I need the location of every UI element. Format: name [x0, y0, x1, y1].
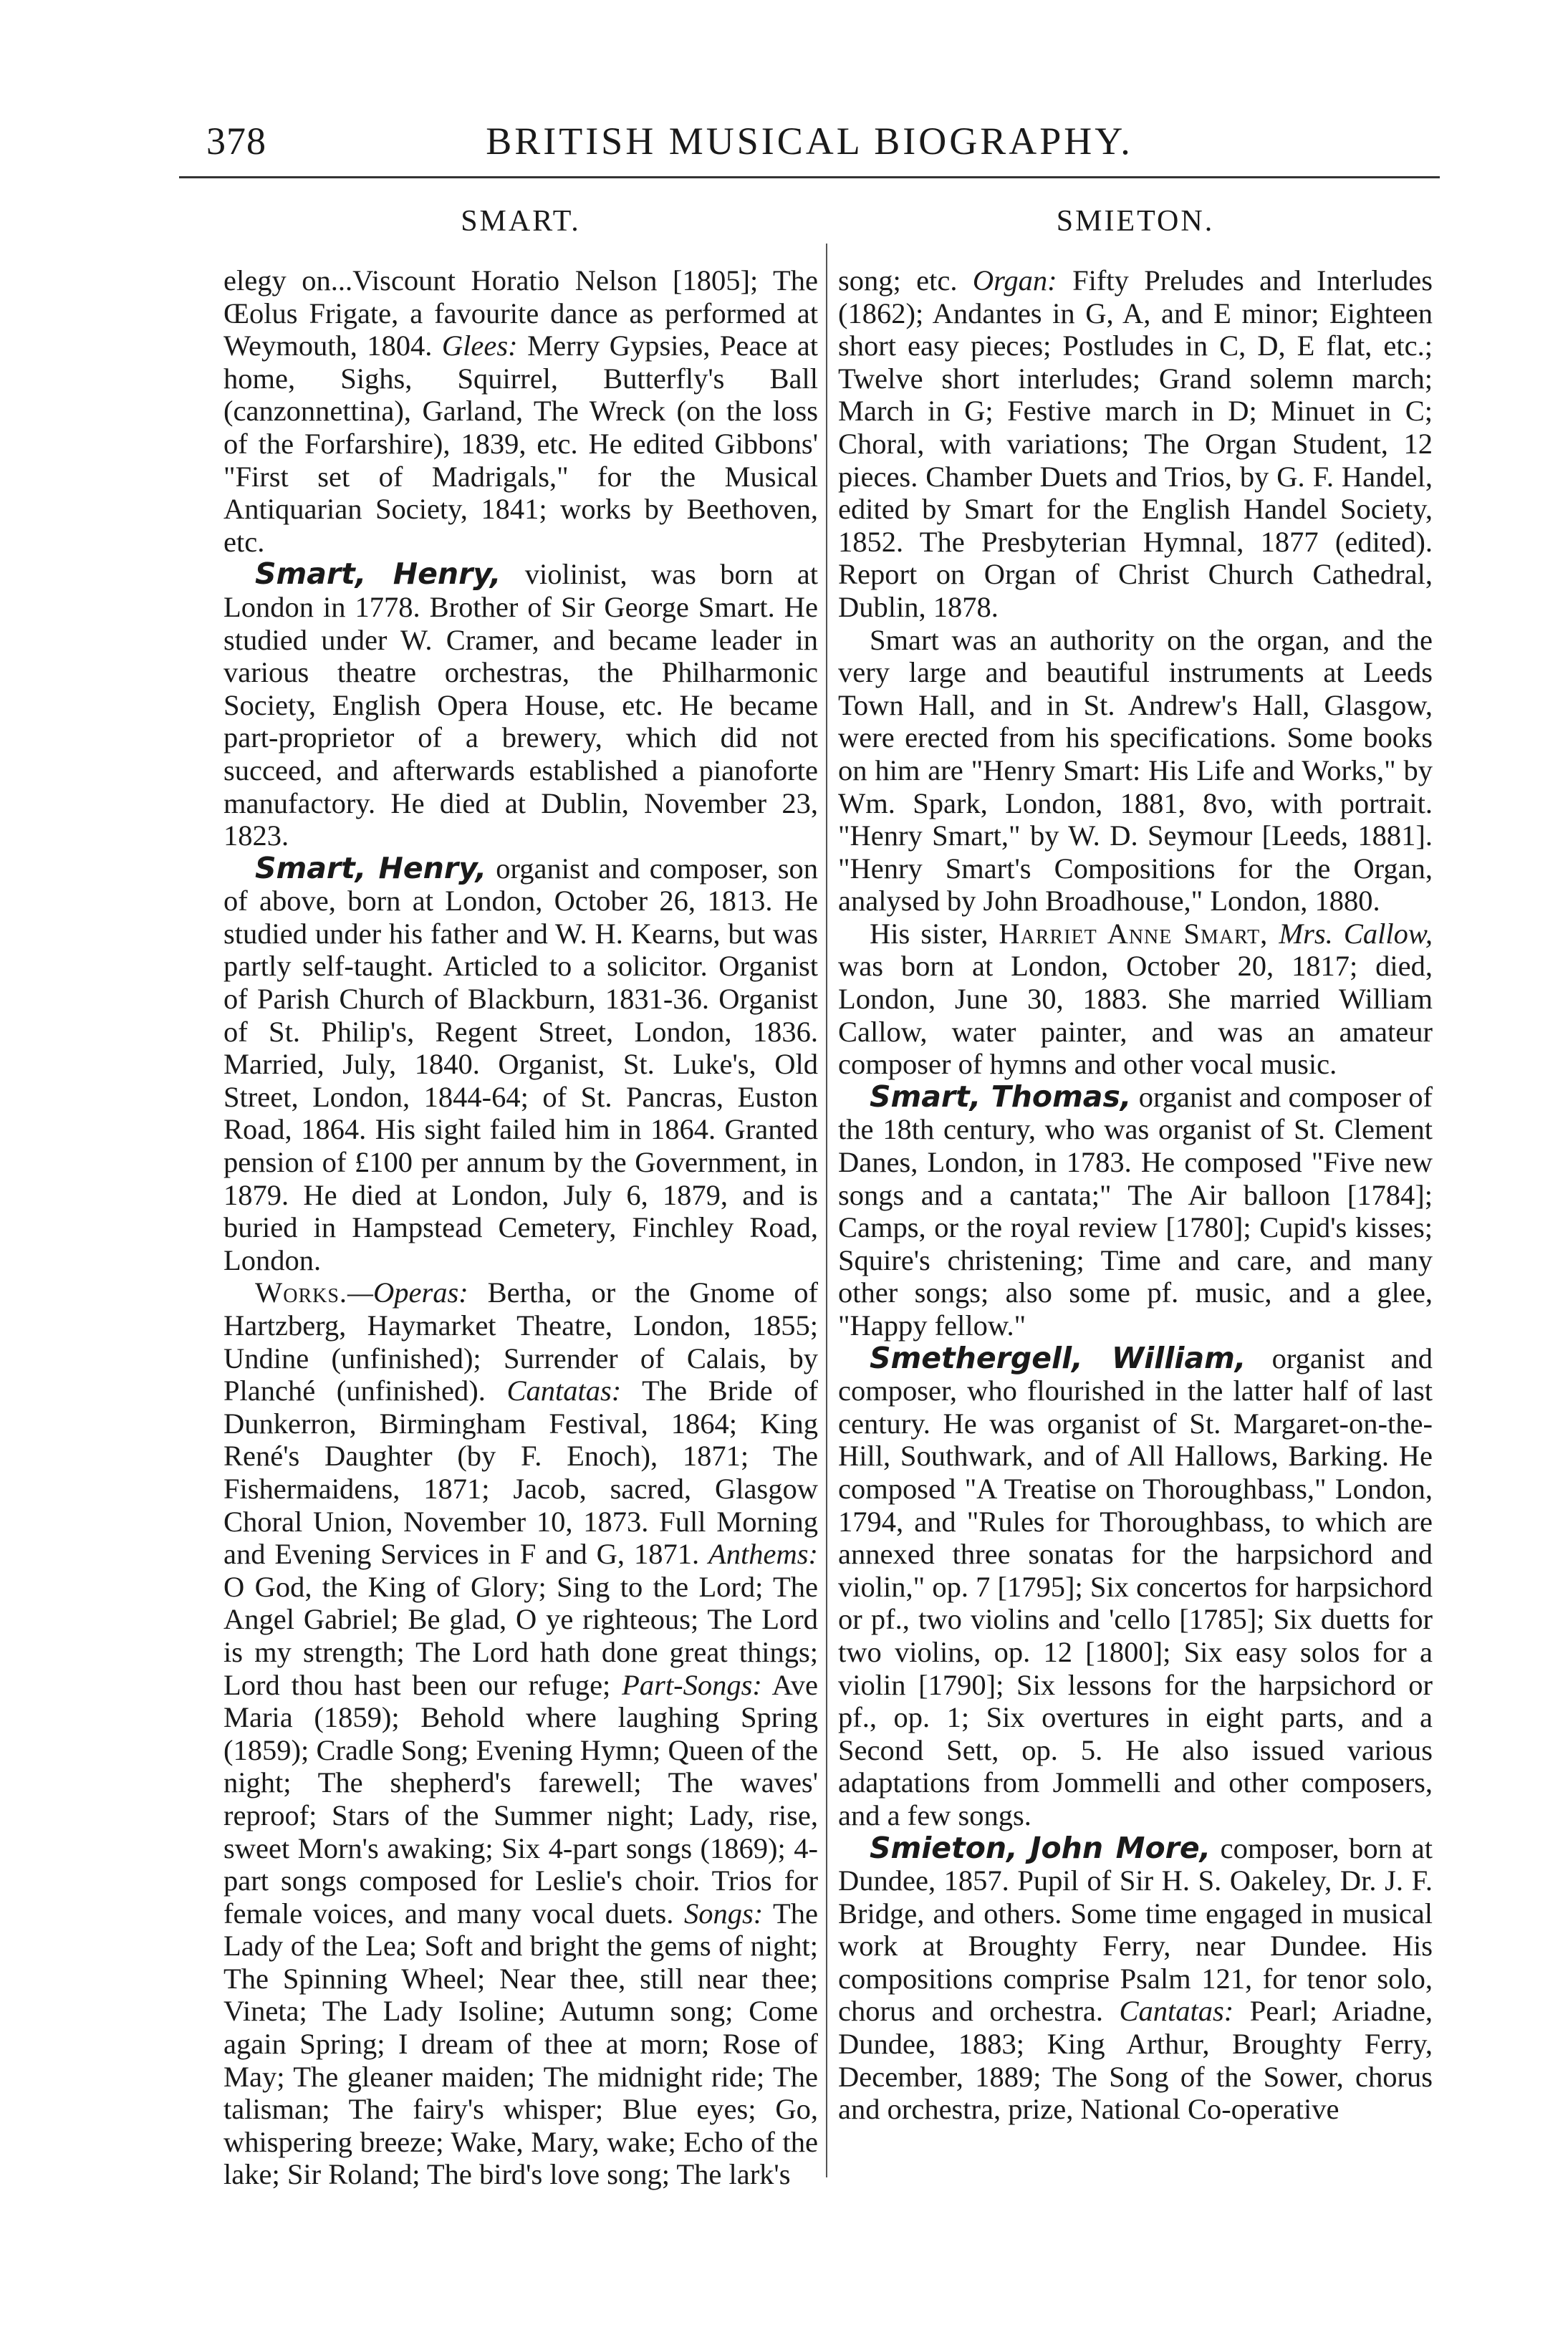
entry-name: Smart, Henry, [255, 557, 501, 592]
right-column [838, 204, 1433, 2126]
entry-name: Smethergell, William, [870, 1340, 1246, 1375]
paragraph: song; etc. Organ: Fifty Preludes and Interludes (1862); Andantes in G, A, and E minor; Eighteen short easy pieces; Postludes in C, D, E flat, etc.; Twelve short interludes; Grand solemn march; March in G; Festive march in D; Minuet in C; Choral, with variations; The Organ Student, 12 pieces. Chamber Duets and Trios, by G. F. Handel, edited by Smart for the English Handel Society, 1852. The Presbyterian Hymnal, 1877 (edited). Report on Organ of Christ Church Cathedral, Dublin, 1878. [838, 264, 1433, 623]
works-label: Works. [255, 1276, 348, 1309]
paragraph: elegy on...Viscount Horatio Nelson [1805]; The Œolus Frigate, a favourite dance as performed at Weymouth, 1804. Glees: Merry Gypsies, Peace at home, Sighs, Squirrel, Butterfly's Ball (canzonnettina), Garland, The Wreck (on the loss of the Forfarshire), 1839, etc. He edited Gibbons' "First set of Madrigals," for the Musical Antiquarian Society, 1841; works by Beethoven, etc. [223, 264, 818, 558]
entry-smart-henry-violinist: Smart, Henry, violinist, was born at London in 1778. Brother of Sir George Smart. He studied under W. Cramer, and became leader in various theatre orchestras, the Philharmonic Society, English Opera House, etc. He became part-proprietor of a brewery, which did not succeed, and afterwards established a pianoforte manufactory. He died at Dublin, November 23, 1823. [223, 557, 818, 852]
right-column-heading: SMIETON. [1056, 205, 1215, 238]
works-paragraph: Works.—Operas: Bertha, or the Gnome of Hartzberg, Haymarket Theatre, London, 1855; Undine (unfinished); Surrender of Calais, by Planché (unfinished). Cantatas: The Bride of Dunkerron, Birmingham Festival, 1864; King René's Daughter (by F. Enoch), 1871; The Fishermaidens, 1871; Jacob, sacred, Glasgow Choral Union, November 10, 1873. Full Morning and Evening Services in F and G, 1871. Anthems: O God, the King of Glory; Sing to the Lord; The Angel Gabriel; Be glad, O ye righteous; The Lord is my strength; The Lord hath done great things; Lord thou hast been our refuge; Part-Songs: Ave Maria (1859); Behold where laughing Spring (1859); Cradle Song; Evening Hymn; Queen of the night; The shepherd's farewell; The waves' reproof; Stars of the Summer night; Lady, rise, sweet Morn's awaking; Six 4-part songs (1869); 4-part songs composed for Leslie's choir. Trios for female voices, and many vocal duets. Songs: The Lady of the Lea; Soft and bright the gems of night; The Spinning Wheel; Near thee, still near thee; Vineta; The Lady Isoline; Autumn song; Come again Spring; I dream of thee at morn; Rose of May; The gleaner maiden; The midnight ride; The talisman; The fairy's whisper; Blue eyes; Go, whispering breeze; Wake, Mary, wake; Echo of the lake; Sir Roland; The bird's love song; The lark's [223, 1276, 819, 2191]
entry-smieton-john-more: Smieton, John More, composer, born at Dundee, 1857. Pupil of Sir H. S. Oakeley, Dr. J. F. Bridge, and others. Some time engaged in musical work at Broughty Ferry, near Dundee. His compositions comprise Psalm 121, for tenor solo, chorus and orchestra. Cantatas: Pearl; Ariadne, Dundee, 1883; King Arthur, Broughty Ferry, December, 1889; The Song of the Sower, chorus and orchestra, prize, National Co-operative [838, 1830, 1433, 2126]
column-divider [826, 244, 827, 2177]
entry-smart-henry-organist: Smart, Henry, organist and composer, son of above, born at London, October 26, 1813. He studied under his father and W. H. Kearns, but was partly self-taught. Articled to a solicitor. Organist of Parish Church of Blackburn, 1831-36. Organist of St. Philip's, Regent Street, London, 1836. Married, July, 1840. Organist, St. Luke's, Old Street, London, 1844-64; of St. Pancras, Euston Road, 1864. His sight failed him in 1864. Granted pension of £100 per annum by the Government, in 1879. He died at London, July 6, 1879, and is buried in Hampstead Cemetery, Finchley Road, London. [223, 850, 818, 1276]
running-title: BRITISH MUSICAL BIOGRAPHY. [486, 120, 1133, 163]
page-number: 378 [206, 120, 266, 163]
left-column [223, 204, 818, 2191]
entry-name: Smart, Thomas, [870, 1079, 1132, 1114]
paragraph: Smart was an authority on the organ, and the very large and beautiful instruments at Leeds Town Hall, and in St. Andrew's Hall, Glasgow, were erected from his specifications. Some books on him are "Henry Smart: His Life and Works," by Wm. Spark, London, 1881, 8vo, with portrait. "Henry Smart," by W. D. Seymour [Leeds, 1881]. "Henry Smart's Compositions for the Organ, analysed by John Broadhouse," London, 1880. [838, 623, 1433, 918]
entry-name: Smart, Henry, [255, 850, 487, 885]
header-rule [179, 176, 1440, 178]
page-header [179, 113, 1440, 170]
entry-name: Smieton, John More, [870, 1830, 1211, 1865]
entry-smethergell-william: Smethergell, William, organist and composer, who flourished in the latter half of last century. He was organist of St. Margaret-on-the-Hill, Southwark, and of All Hallows, Barking. He composed "A Treatise on Thoroughbass," London, 1794, and "Rules for Thoroughbass, to which are annexed three sonatas for the harpsichord and violin," op. 7 [1795]; Six concertos for harpsichord or pf., two violins and 'cello [1785]; Six duetts for two violins, op. 12 [1800]; Six easy solos for a violin [1790]; Six lessons for the harpsichord or pf., op. 1; Six overtures in eight parts, and a Second Sett, op. 5. He also issued various adaptations from Jommelli and other composers, and a few songs. [838, 1340, 1433, 1831]
entry-harriet-anne-smart: His sister, Harriet Anne Smart, Mrs. Callow, was born at London, October 20, 1817; died, London, June 30, 1883. She married William Callow, water painter, and was an amateur composer of hymns and other vocal music. [838, 917, 1433, 1081]
entry-smart-thomas: Smart, Thomas, organist and composer of the 18th century, who was organist of St. Clement Danes, London, in 1783. He composed "Five new songs and a cantata;" The Air balloon [1784]; Camps, or the royal review [1780]; Cupid's kisses; Squire's christening; Time and care, and many other songs; also some pf. music, and a glee, "Happy fellow." [838, 1079, 1433, 1342]
left-column-heading: SMART. [461, 205, 581, 238]
